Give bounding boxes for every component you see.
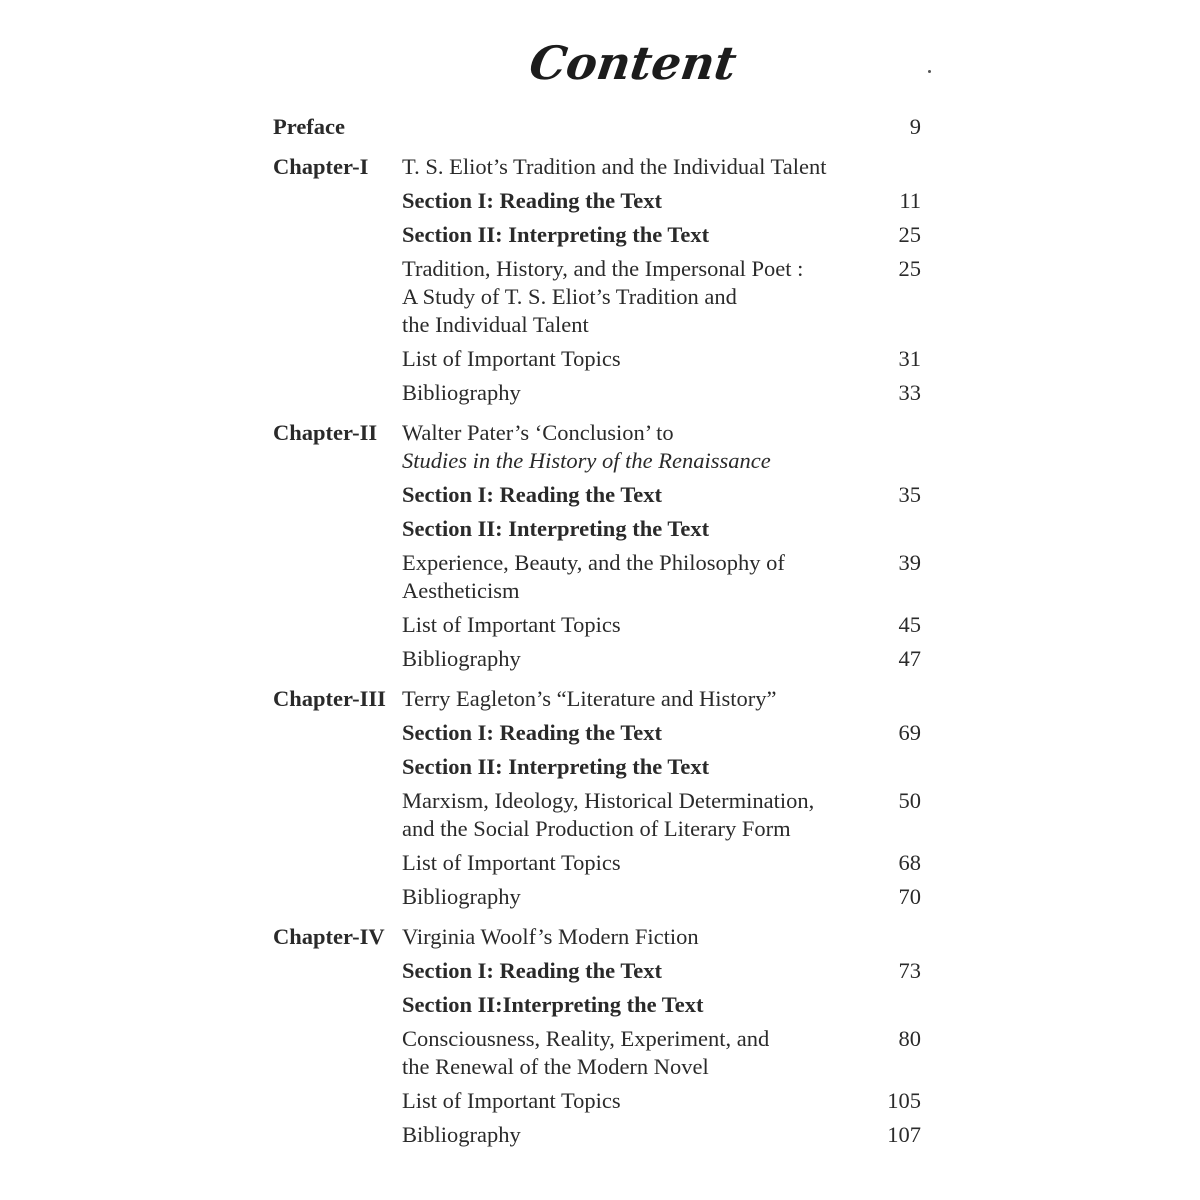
page-number: 105 bbox=[887, 1088, 921, 1113]
print-speck bbox=[928, 70, 931, 73]
page-number: 39 bbox=[898, 550, 921, 575]
page-number: 73 bbox=[898, 958, 921, 983]
bibliography-title: Bibliography bbox=[402, 884, 521, 909]
toc-chapter-1-heading bbox=[273, 153, 921, 181]
toc-entry bbox=[273, 787, 921, 843]
topics-title: List of Important Topics bbox=[402, 850, 621, 875]
section-title: Section I: Reading the Text bbox=[402, 958, 663, 983]
chapter-title: Virginia Woolf’s Modern Fiction bbox=[402, 924, 699, 949]
essay-title-line: A Study of T. S. Eliot’s Tradition and bbox=[402, 284, 737, 309]
essay-title-line: Experience, Beauty, and the Philosophy of bbox=[402, 550, 785, 575]
chapter-title-line: Studies in the History of the Renaissance bbox=[402, 448, 771, 473]
chapter-title-line: Walter Pater’s ‘Conclusion’ to bbox=[402, 420, 674, 445]
section-title: Section I: Reading the Text bbox=[402, 720, 663, 745]
table-of-contents bbox=[273, 113, 921, 1149]
toc-entry bbox=[273, 515, 921, 543]
chapter-title: T. S. Eliot’s Tradition and the Individual Talent bbox=[402, 154, 827, 179]
essay-title-line: and the Social Production of Literary Form bbox=[402, 816, 791, 841]
bibliography-title: Bibliography bbox=[402, 380, 521, 405]
page-number: 31 bbox=[898, 346, 921, 371]
toc-chapter-4-heading bbox=[273, 923, 921, 951]
toc-entry bbox=[273, 221, 921, 249]
toc-chapter-2-heading bbox=[273, 419, 921, 475]
toc-entry bbox=[273, 255, 921, 339]
page-number: 11 bbox=[899, 188, 921, 213]
toc-chapter-3-heading bbox=[273, 685, 921, 713]
page-number: 25 bbox=[898, 222, 921, 247]
topics-title: List of Important Topics bbox=[402, 346, 621, 371]
section-title: Section I: Reading the Text bbox=[402, 482, 663, 507]
toc-entry bbox=[273, 1087, 921, 1115]
essay-title-line: the Renewal of the Modern Novel bbox=[402, 1054, 709, 1079]
topics-title: List of Important Topics bbox=[402, 1088, 621, 1113]
essay-title-line: Consciousness, Reality, Experiment, and bbox=[402, 1026, 770, 1051]
toc-entry bbox=[273, 345, 921, 373]
essay-title bbox=[402, 787, 921, 843]
toc-entry bbox=[273, 1025, 921, 1081]
essay-title-line: Marxism, Ideology, Historical Determination, bbox=[402, 788, 815, 813]
chapter-label: Chapter-I bbox=[273, 154, 369, 179]
topics-title: List of Important Topics bbox=[402, 612, 621, 637]
toc-entry bbox=[273, 883, 921, 911]
page-number: 69 bbox=[898, 720, 921, 745]
toc-entry bbox=[273, 719, 921, 747]
page-number: 9 bbox=[909, 114, 921, 139]
chapter-title: Terry Eagleton’s “Literature and History” bbox=[402, 686, 777, 711]
section-title: Section II: Interpreting the Text bbox=[402, 754, 710, 779]
toc-entry bbox=[273, 379, 921, 407]
toc-entry bbox=[273, 753, 921, 781]
entry-label: Preface bbox=[273, 114, 346, 139]
toc-entry bbox=[273, 849, 921, 877]
essay-title bbox=[402, 549, 921, 605]
page-number: 80 bbox=[898, 1026, 921, 1051]
toc-entry bbox=[273, 645, 921, 673]
section-title: Section I: Reading the Text bbox=[402, 188, 663, 213]
essay-title bbox=[402, 255, 921, 339]
toc-entry bbox=[273, 481, 921, 509]
essay-title-line: Aestheticism bbox=[402, 578, 520, 603]
page-number: 50 bbox=[898, 788, 921, 813]
chapter-label: Chapter-II bbox=[273, 420, 378, 445]
toc-entry bbox=[273, 187, 921, 215]
essay-title bbox=[402, 1025, 921, 1081]
section-title: Section II: Interpreting the Text bbox=[402, 222, 710, 247]
toc-entry bbox=[273, 549, 921, 605]
page-number: 70 bbox=[898, 884, 921, 909]
section-title: Section II:Interpreting the Text bbox=[402, 992, 704, 1017]
page-number: 47 bbox=[898, 646, 921, 671]
page-number: 25 bbox=[898, 256, 921, 281]
essay-title-line: Tradition, History, and the Impersonal Poet : bbox=[402, 256, 804, 281]
toc-entry bbox=[273, 991, 921, 1019]
toc-entry bbox=[273, 611, 921, 639]
page-number: 35 bbox=[898, 482, 921, 507]
toc-entry bbox=[273, 1121, 921, 1149]
chapter-label: Chapter-IV bbox=[273, 924, 385, 949]
chapter-label: Chapter-III bbox=[273, 686, 386, 711]
essay-title-line: the Individual Talent bbox=[402, 312, 589, 337]
page-title: Content bbox=[526, 36, 740, 90]
toc-entry-preface bbox=[273, 113, 921, 141]
bibliography-title: Bibliography bbox=[402, 1122, 521, 1147]
page-number: 68 bbox=[898, 850, 921, 875]
chapter-title bbox=[402, 419, 921, 475]
page-number: 107 bbox=[887, 1122, 921, 1147]
bibliography-title: Bibliography bbox=[402, 646, 521, 671]
section-title: Section II: Interpreting the Text bbox=[402, 516, 710, 541]
page-number: 33 bbox=[898, 380, 921, 405]
page-number: 45 bbox=[898, 612, 921, 637]
toc-entry bbox=[273, 957, 921, 985]
